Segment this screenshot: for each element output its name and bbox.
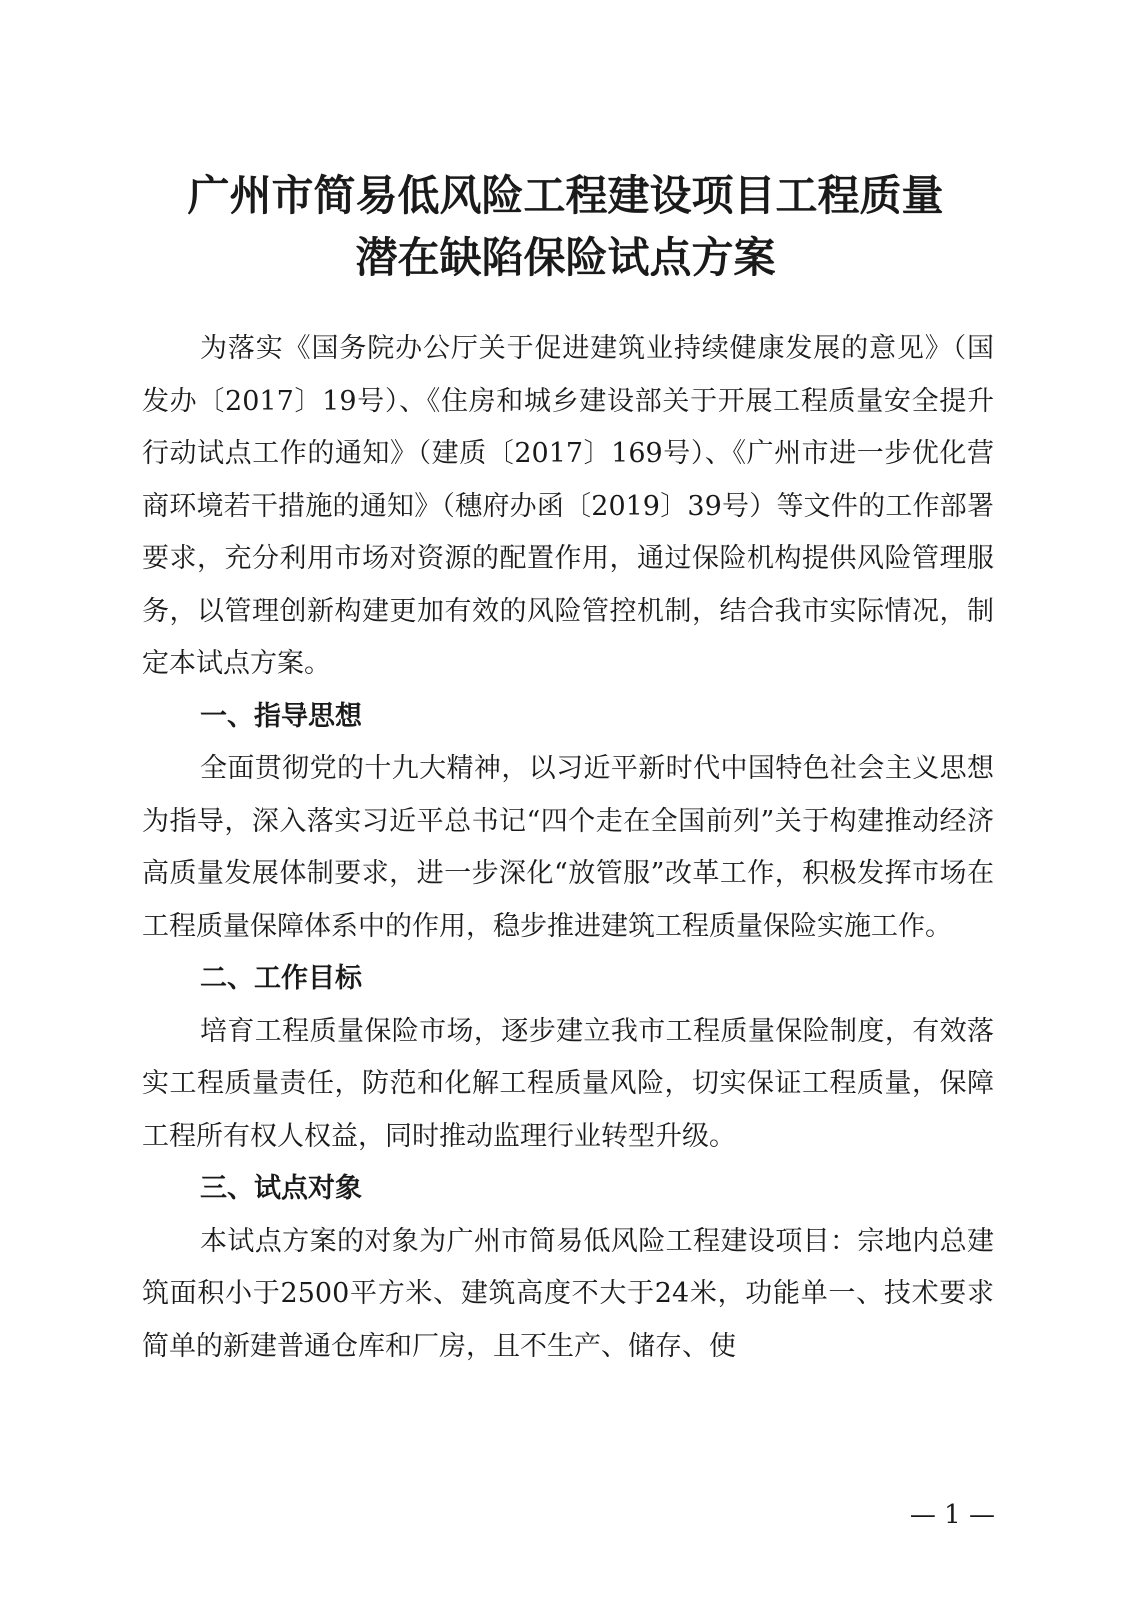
page-number: — 1 — (909, 1500, 995, 1530)
document-body (142, 323, 994, 1373)
section-text-work-goals: 培育工程质量保险市场，逐步建立我市工程质量保险制度，有效落实工程质量责任，防范和化解工程质量风险，切实保证工程质量，保障工程所有权人权益，同时推动监理行业转型升级。 (142, 1015, 994, 1152)
document-title-line-1: 广州市简易低风险工程建设项目工程质量 (187, 171, 944, 220)
document-title-line-2: 潜在缺陷保险试点方案 (355, 233, 776, 282)
section-text-guiding-ideology: 全面贯彻党的十九大精神，以习近平新时代中国特色社会主义思想为指导，深入落实习近平总书记“四个走在全国前列”关于构建推动经济高质量发展体制要求，进一步深化“放管服”改革工作，积极发挥市场在工程质量保障体系中的作用，稳步推进建筑工程质量保险实施工作。 (142, 753, 994, 942)
intro-paragraph: 为落实《国务院办公厅关于促进建筑业持续健康发展的意见》（国发办〔2017〕19号）、《住房和城乡建设部关于开展工程质量安全提升行动试点工作的通知》（建质〔2017〕169号）、《广州市进一步优化营商环境若干措施的通知》（穗府办函〔2019〕39号）等文件的工作部署要求，充分利用市场对资源的配置作用，通过保险机构提供风险管理服务，以管理创新构建更加有效的风险管控机制，结合我市实际情况，制定本试点方案。 (142, 333, 994, 679)
section-heading-guiding-ideology: 一、指导思想 (200, 700, 362, 732)
section-heading-work-goals: 二、工作目标 (200, 963, 362, 994)
section-text-pilot-objects: 本试点方案的对象为广州市简易低风险工程建设项目：宗地内总建筑面积小于2500平方米、建筑高度不大于24米，功能单一、技术要求简单的新建普通仓库和厂房，且不生产、储存、使 (142, 1225, 994, 1362)
section-heading-pilot-objects: 三、试点对象 (200, 1173, 362, 1204)
